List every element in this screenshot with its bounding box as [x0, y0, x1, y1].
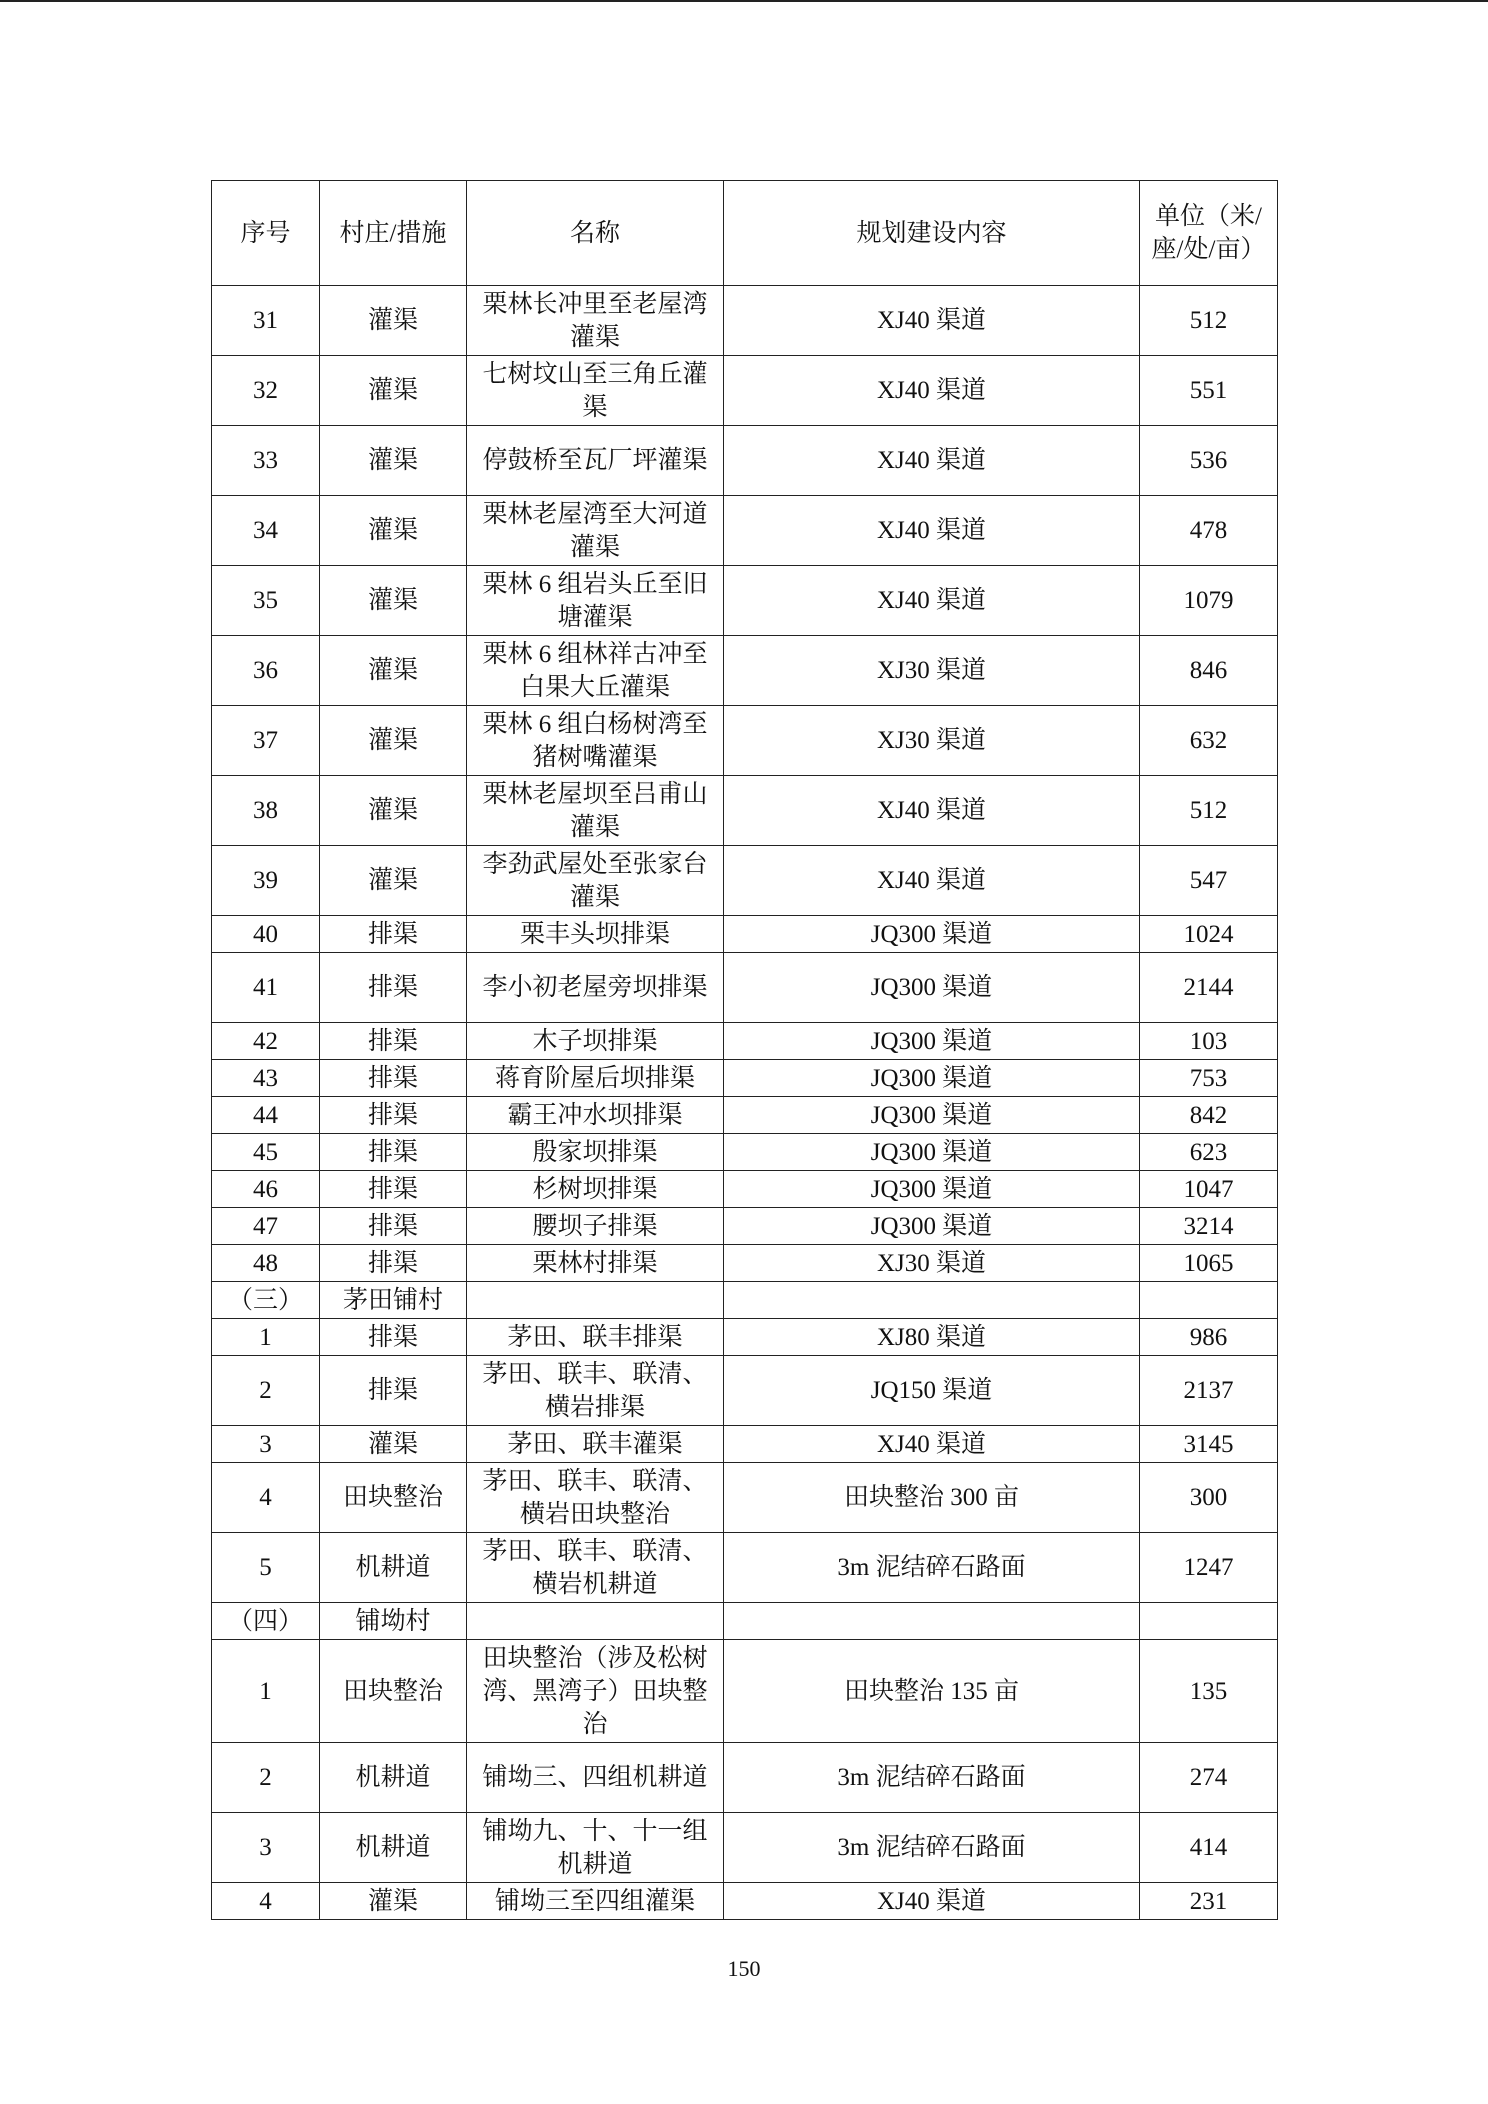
cell-village: 灌渠	[320, 566, 467, 636]
header-seq: 序号	[212, 181, 320, 286]
cell-unit: 3214	[1140, 1208, 1278, 1245]
table-row	[212, 776, 1278, 846]
cell-name: 霸王冲水坝排渠	[467, 1097, 724, 1134]
cell-seq: 45	[212, 1134, 320, 1171]
table-row	[212, 356, 1278, 426]
cell-village: 排渠	[320, 1171, 467, 1208]
table-row	[212, 1813, 1278, 1883]
table-row	[212, 566, 1278, 636]
cell-seq: 32	[212, 356, 320, 426]
cell-village: 机耕道	[320, 1813, 467, 1883]
cell-seq: 47	[212, 1208, 320, 1245]
cell-village: 排渠	[320, 1356, 467, 1426]
cell-seq: 33	[212, 426, 320, 496]
cell-unit: 512	[1140, 776, 1278, 846]
cell-name: 木子坝排渠	[467, 1023, 724, 1060]
cell-unit: 753	[1140, 1060, 1278, 1097]
cell-name: 铺坳三至四组灌渠	[467, 1883, 724, 1920]
cell-content: XJ30 渠道	[724, 706, 1140, 776]
table-row	[212, 286, 1278, 356]
table-row	[212, 1640, 1278, 1743]
section-row	[212, 1282, 1278, 1319]
cell-unit	[1140, 1603, 1278, 1640]
cell-name: 栗林村排渠	[467, 1245, 724, 1282]
cell-village: 灌渠	[320, 426, 467, 496]
table-row	[212, 426, 1278, 496]
cell-seq: 5	[212, 1533, 320, 1603]
cell-village: 排渠	[320, 916, 467, 953]
cell-unit: 1079	[1140, 566, 1278, 636]
header-village: 村庄/措施	[320, 181, 467, 286]
cell-content: XJ30 渠道	[724, 636, 1140, 706]
cell-village: 灌渠	[320, 356, 467, 426]
cell-seq: （四）	[212, 1603, 320, 1640]
cell-unit: 231	[1140, 1883, 1278, 1920]
cell-unit: 846	[1140, 636, 1278, 706]
cell-unit: 300	[1140, 1463, 1278, 1533]
cell-name: 腰坝子排渠	[467, 1208, 724, 1245]
cell-village: 灌渠	[320, 636, 467, 706]
cell-content: XJ40 渠道	[724, 496, 1140, 566]
cell-unit: 478	[1140, 496, 1278, 566]
cell-village: 灌渠	[320, 286, 467, 356]
cell-name: 茅田、联丰、联清、横岩排渠	[467, 1356, 724, 1426]
cell-unit: 1047	[1140, 1171, 1278, 1208]
cell-content: JQ300 渠道	[724, 1023, 1140, 1060]
cell-seq: 4	[212, 1463, 320, 1533]
cell-village: 茅田铺村	[320, 1282, 467, 1319]
cell-village: 机耕道	[320, 1743, 467, 1813]
cell-name: 七树坟山至三角丘灌渠	[467, 356, 724, 426]
cell-unit: 2137	[1140, 1356, 1278, 1426]
table-row	[212, 846, 1278, 916]
cell-content: JQ300 渠道	[724, 1060, 1140, 1097]
cell-village: 铺坳村	[320, 1603, 467, 1640]
cell-name: 栗林 6 组白杨树湾至猪树嘴灌渠	[467, 706, 724, 776]
cell-seq: 38	[212, 776, 320, 846]
table-row	[212, 916, 1278, 953]
cell-seq: （三）	[212, 1282, 320, 1319]
table-row	[212, 636, 1278, 706]
table-row	[212, 496, 1278, 566]
header-unit: 单位（米/座/处/亩）	[1140, 181, 1278, 286]
cell-seq: 40	[212, 916, 320, 953]
cell-name: 茅田、联丰、联清、横岩机耕道	[467, 1533, 724, 1603]
cell-seq: 1	[212, 1319, 320, 1356]
cell-name: 殷家坝排渠	[467, 1134, 724, 1171]
cell-content: XJ40 渠道	[724, 776, 1140, 846]
cell-content: JQ150 渠道	[724, 1356, 1140, 1426]
cell-content: JQ300 渠道	[724, 1171, 1140, 1208]
cell-unit: 986	[1140, 1319, 1278, 1356]
cell-unit: 1024	[1140, 916, 1278, 953]
cell-seq: 46	[212, 1171, 320, 1208]
cell-unit: 135	[1140, 1640, 1278, 1743]
cell-unit: 414	[1140, 1813, 1278, 1883]
table-row	[212, 1097, 1278, 1134]
cell-village: 灌渠	[320, 776, 467, 846]
cell-village: 机耕道	[320, 1533, 467, 1603]
cell-unit: 1247	[1140, 1533, 1278, 1603]
cell-village: 田块整治	[320, 1463, 467, 1533]
cell-name: 停鼓桥至瓦厂坪灌渠	[467, 426, 724, 496]
cell-unit: 632	[1140, 706, 1278, 776]
table-row	[212, 1134, 1278, 1171]
cell-content	[724, 1282, 1140, 1319]
cell-village: 灌渠	[320, 496, 467, 566]
cell-name: 铺坳九、十、十一组机耕道	[467, 1813, 724, 1883]
table-row	[212, 1023, 1278, 1060]
cell-seq: 36	[212, 636, 320, 706]
cell-village: 田块整治	[320, 1640, 467, 1743]
cell-content: JQ300 渠道	[724, 916, 1140, 953]
table-row	[212, 1533, 1278, 1603]
cell-seq: 43	[212, 1060, 320, 1097]
cell-seq: 4	[212, 1883, 320, 1920]
cell-village: 灌渠	[320, 1883, 467, 1920]
table-row	[212, 1463, 1278, 1533]
cell-seq: 34	[212, 496, 320, 566]
table-row	[212, 706, 1278, 776]
cell-unit: 1065	[1140, 1245, 1278, 1282]
cell-content: 田块整治 135 亩	[724, 1640, 1140, 1743]
cell-seq: 2	[212, 1743, 320, 1813]
table-row	[212, 1208, 1278, 1245]
cell-content: XJ40 渠道	[724, 426, 1140, 496]
cell-name: 杉树坝排渠	[467, 1171, 724, 1208]
cell-content: 3m 泥结碎石路面	[724, 1743, 1140, 1813]
cell-content: 3m 泥结碎石路面	[724, 1533, 1140, 1603]
cell-seq: 3	[212, 1426, 320, 1463]
cell-seq: 39	[212, 846, 320, 916]
cell-content: XJ40 渠道	[724, 846, 1140, 916]
cell-unit: 623	[1140, 1134, 1278, 1171]
cell-village: 排渠	[320, 1208, 467, 1245]
cell-unit	[1140, 1282, 1278, 1319]
cell-content: XJ40 渠道	[724, 1883, 1140, 1920]
cell-village: 灌渠	[320, 1426, 467, 1463]
cell-unit: 842	[1140, 1097, 1278, 1134]
cell-content: JQ300 渠道	[724, 1208, 1140, 1245]
cell-name: 栗林老屋坝至吕甫山灌渠	[467, 776, 724, 846]
cell-seq: 42	[212, 1023, 320, 1060]
cell-content: 3m 泥结碎石路面	[724, 1813, 1140, 1883]
cell-content: XJ40 渠道	[724, 356, 1140, 426]
table-row	[212, 953, 1278, 1023]
page-number: 150	[727, 1956, 761, 1981]
cell-content: 田块整治 300 亩	[724, 1463, 1140, 1533]
cell-seq: 44	[212, 1097, 320, 1134]
cell-village: 排渠	[320, 953, 467, 1023]
cell-name: 李小初老屋旁坝排渠	[467, 953, 724, 1023]
table-row	[212, 1319, 1278, 1356]
cell-unit: 536	[1140, 426, 1278, 496]
table-row	[212, 1426, 1278, 1463]
cell-village: 灌渠	[320, 706, 467, 776]
cell-name: 栗林老屋湾至大河道灌渠	[467, 496, 724, 566]
cell-unit: 3145	[1140, 1426, 1278, 1463]
cell-village: 排渠	[320, 1060, 467, 1097]
cell-seq: 37	[212, 706, 320, 776]
cell-name	[467, 1603, 724, 1640]
cell-village: 排渠	[320, 1023, 467, 1060]
cell-unit: 551	[1140, 356, 1278, 426]
cell-content: XJ80 渠道	[724, 1319, 1140, 1356]
cell-seq: 2	[212, 1356, 320, 1426]
cell-name: 栗丰头坝排渠	[467, 916, 724, 953]
cell-name: 栗林长冲里至老屋湾灌渠	[467, 286, 724, 356]
cell-village: 排渠	[320, 1319, 467, 1356]
cell-unit: 103	[1140, 1023, 1278, 1060]
cell-name: 铺坳三、四组机耕道	[467, 1743, 724, 1813]
cell-seq: 31	[212, 286, 320, 356]
cell-name: 田块整治（涉及松树湾、黑湾子）田块整治	[467, 1640, 724, 1743]
header-content: 规划建设内容	[724, 181, 1140, 286]
cell-content: XJ40 渠道	[724, 566, 1140, 636]
cell-content	[724, 1603, 1140, 1640]
cell-unit: 274	[1140, 1743, 1278, 1813]
section-row	[212, 1603, 1278, 1640]
cell-unit: 2144	[1140, 953, 1278, 1023]
cell-name: 栗林 6 组岩头丘至旧塘灌渠	[467, 566, 724, 636]
cell-seq: 35	[212, 566, 320, 636]
cell-seq: 3	[212, 1813, 320, 1883]
cell-content: XJ30 渠道	[724, 1245, 1140, 1282]
cell-unit: 547	[1140, 846, 1278, 916]
construction-plan-table	[211, 180, 1278, 1920]
cell-seq: 41	[212, 953, 320, 1023]
cell-village: 排渠	[320, 1245, 467, 1282]
cell-seq: 48	[212, 1245, 320, 1282]
cell-name: 蒋育阶屋后坝排渠	[467, 1060, 724, 1097]
cell-content: JQ300 渠道	[724, 1134, 1140, 1171]
cell-name: 栗林 6 组林祥古冲至白果大丘灌渠	[467, 636, 724, 706]
cell-unit: 512	[1140, 286, 1278, 356]
table-row	[212, 1743, 1278, 1813]
cell-content: XJ40 渠道	[724, 286, 1140, 356]
cell-name: 李劲武屋处至张家台灌渠	[467, 846, 724, 916]
cell-content: JQ300 渠道	[724, 953, 1140, 1023]
table-row	[212, 1883, 1278, 1920]
cell-name: 茅田、联丰排渠	[467, 1319, 724, 1356]
table-row	[212, 1356, 1278, 1426]
cell-name	[467, 1282, 724, 1319]
table-row	[212, 1245, 1278, 1282]
top-border-line	[0, 0, 1488, 2]
cell-name: 茅田、联丰、联清、横岩田块整治	[467, 1463, 724, 1533]
table-row	[212, 1171, 1278, 1208]
cell-village: 排渠	[320, 1097, 467, 1134]
cell-content: JQ300 渠道	[724, 1097, 1140, 1134]
cell-village: 排渠	[320, 1134, 467, 1171]
cell-seq: 1	[212, 1640, 320, 1743]
header-name: 名称	[467, 181, 724, 286]
cell-name: 茅田、联丰灌渠	[467, 1426, 724, 1463]
table-header-row	[212, 181, 1278, 286]
cell-village: 灌渠	[320, 846, 467, 916]
cell-content: XJ40 渠道	[724, 1426, 1140, 1463]
table-row	[212, 1060, 1278, 1097]
